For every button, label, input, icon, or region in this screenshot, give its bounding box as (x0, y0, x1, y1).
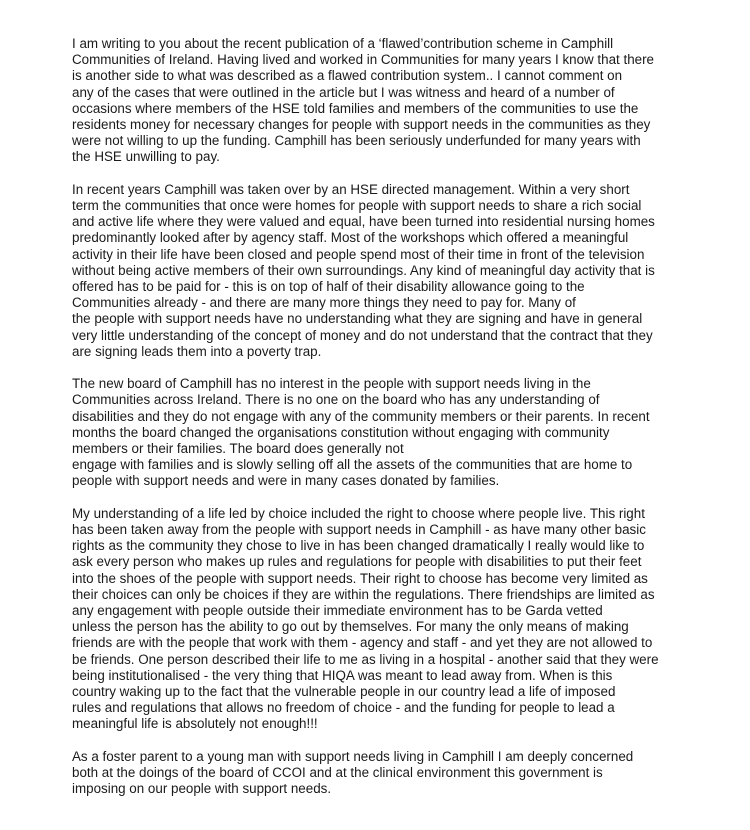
text-line: country waking up to the fact that the vulnerable people in our country lead a life of imposed (72, 684, 616, 700)
text-line: very little understanding of the concept of money and do not understand that the contract that they (72, 327, 653, 343)
text-line: and active life where they were valued and equal, have been turned into residential nursing homes (72, 214, 655, 230)
paragraph-1 (72, 36, 712, 166)
paragraph-5 (72, 749, 712, 798)
text-line: the people with support needs have no understanding what they are signing and have in general (72, 311, 643, 327)
text-line: are signing leads them into a poverty trap. (72, 343, 322, 359)
text-line: their choices can only be choices if they are within the regulations. There friendships are limited as (72, 586, 655, 602)
text-line: people with support needs and were in many cases donated by families. (72, 473, 500, 489)
text-line: is another side to what was described as a flawed contribution system.. I cannot comment on (72, 68, 623, 84)
letter-body (72, 36, 712, 814)
text-line: As a foster parent to a young man with support needs living in Camphill I am deeply concerned (72, 748, 634, 764)
text-line: predominantly looked after by agency staff. Most of the workshops which offered a meaningful (72, 230, 629, 246)
text-line: unless the person has the ability to go out by themselves. For many the only means of making (72, 619, 629, 635)
text-line: In recent years Camphill was taken over by an HSE directed management. Within a very short (72, 181, 630, 197)
text-line: Communities of Ireland. Having lived and worked in Communities for many years I know that there (72, 52, 655, 68)
text-line: without being active members of their own surroundings. Any kind of meaningful day activity that is (72, 262, 655, 278)
text-line: My understanding of a life led by choice included the right to choose where people live. This right (72, 505, 645, 521)
text-line: offered has to be paid for - this is on top of half of their disability allowance going to the (72, 279, 585, 295)
text-line: friends are with the people that work with them - agency and staff - and yet they are not allowed to (72, 635, 653, 651)
text-line: into the shoes of the people with support needs. Their right to choose has become very limited as (72, 570, 648, 586)
paragraph-2 (72, 182, 712, 360)
text-line: any engagement with people outside their immediate environment has to be Garda vetted (72, 603, 603, 619)
text-line: disabilities and they do not engage with any of the community members or their parents. In recent (72, 408, 650, 424)
text-line: occasions where members of the HSE told families and members of the communities to use the (72, 100, 639, 116)
text-line: members or their families. The board does generally not (72, 441, 404, 457)
text-line: Communities already - and there are many more things they need to pay for. Many of (72, 295, 576, 311)
text-line: be friends. One person described their life to me as living in a hospital - another said that they were (72, 651, 659, 667)
text-line: has been taken away from the people with support needs in Camphill - as have many other basic (72, 522, 646, 538)
text-line: The new board of Camphill has no interest in the people with support needs living in the (72, 376, 591, 392)
text-line: rights as the community they chose to live in has been changed dramatically I really would like to (72, 538, 645, 554)
text-line: Communities across Ireland. There is no one on the board who has any understanding of (72, 392, 600, 408)
text-line: meaningful life is absolutely not enough!!! (72, 716, 318, 732)
text-line: residents money for necessary changes for people with support needs in the communities as they (72, 117, 651, 133)
text-line: activity in their life have been closed and people spend most of their time in front of the television (72, 246, 645, 262)
text-line: the HSE unwilling to pay. (72, 149, 220, 165)
text-line: rules and regulations that allows no freedom of choice - and the funding for people to lead a (72, 700, 615, 716)
text-line: were not willing to up the funding. Camphill has been seriously underfunded for many years with (72, 133, 641, 149)
text-line: being institutionalised - the very thing that HIQA was meant to lead away from. When is this (72, 667, 613, 683)
text-line: ask every person who makes up rules and regulations for people with disabilities to put their feet (72, 554, 642, 570)
text-line: both at the doings of the board of CCOI and at the clinical environment this government is (72, 765, 603, 781)
text-line: term the communities that once were homes for people with support needs to share a rich social (72, 198, 642, 214)
paragraph-4 (72, 506, 712, 733)
paragraph-3 (72, 376, 712, 489)
text-line: imposing on our people with support needs. (72, 781, 332, 797)
text-line: I am writing to you about the recent publication of a ‘flawed’contribution scheme in Camphill (72, 36, 614, 51)
text-line: any of the cases that were outlined in the article but I was witness and heard of a number of (72, 84, 615, 100)
text-line: engage with families and is slowly selling off all the assets of the communities that are home to (72, 457, 633, 473)
text-line: months the board changed the organisations constitution without engaging with community (72, 424, 610, 440)
